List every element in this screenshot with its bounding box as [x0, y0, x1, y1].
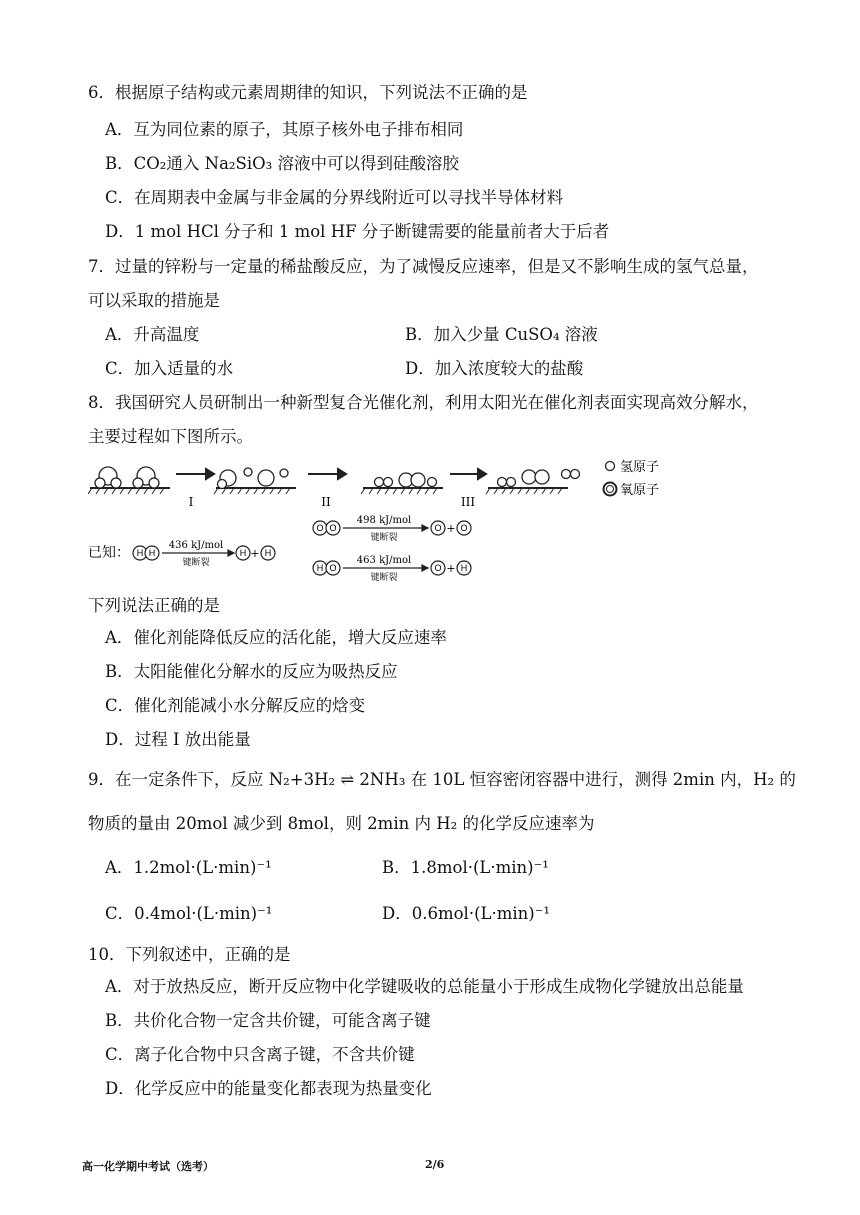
- q7-option-c: C．加入适量的水: [105, 359, 234, 378]
- svg-text:+: +: [446, 522, 456, 535]
- q8-option-d: D．过程 I 放出能量: [105, 730, 251, 749]
- svg-text:H: H: [316, 563, 324, 573]
- svg-text:O: O: [434, 523, 442, 533]
- svg-text:H: H: [136, 548, 144, 558]
- q8-question: 下列说法正确的是: [88, 596, 220, 615]
- q7-stem-line1: 7．过量的锌粉与一定量的稀盐酸反应，为了减慢反应速率，但是又不影响生成的氢气总量，: [88, 257, 759, 276]
- svg-text:O: O: [329, 563, 337, 573]
- step-1-label: I: [188, 495, 194, 509]
- svg-text:H: H: [460, 563, 468, 573]
- q9-option-a: A．1.2mol·(L·min)⁻¹: [105, 858, 272, 877]
- svg-text:O: O: [316, 523, 324, 533]
- step-2-label: II: [321, 495, 331, 509]
- hh-energy: 436 kJ/mol: [168, 540, 224, 551]
- ho-energy: 463 kJ/mol: [356, 555, 412, 566]
- q7-option-a: A．升高温度: [105, 325, 200, 344]
- hh-break-label: 键断裂: [182, 558, 210, 568]
- q6-option-b: B．CO₂通入 Na₂SiO₃ 溶液中可以得到硅酸溶胶: [105, 154, 459, 173]
- water-splitting-diagram: [88, 456, 688, 586]
- hydrogen-atom-icon: [606, 462, 615, 471]
- legend-oxygen: 氧原子: [620, 483, 660, 498]
- step-3-label: III: [460, 495, 476, 509]
- svg-text:+: +: [446, 562, 456, 575]
- q7-option-b: B．加入少量 CuSO₄ 溶液: [405, 325, 598, 344]
- q10-option-b: B．共价化合物一定含共价键，可能含离子键: [105, 1011, 431, 1030]
- q6-option-d: D．1 mol HCl 分子和 1 mol HF 分子断键需要的能量前者大于后者: [105, 222, 610, 241]
- q9-stem-line2: 物质的量由 20mol 减少到 8mol，则 2min 内 H₂ 的化学反应速率为: [88, 814, 595, 833]
- q6-stem: 6．根据原子结构或元素周期律的知识，下列说法不正确的是: [88, 83, 528, 102]
- q10-option-c: C．离子化合物中只含离子键，不含共价键: [105, 1045, 415, 1064]
- svg-text:O: O: [434, 563, 442, 573]
- svg-text:O: O: [329, 523, 337, 533]
- q8-stem-line1: 8．我国研究人员研制出一种新型复合光催化剂，利用太阳光在催化剂表面实现高效分解水，: [88, 393, 759, 412]
- svg-text:O: O: [460, 523, 468, 533]
- q10-option-a: A．对于放热反应，断开反应物中化学键吸收的总能量小于形成生成物化学键放出总能量: [105, 977, 744, 996]
- oxygen-atom-icon: [604, 483, 617, 496]
- q9-option-d: D．0.6mol·(L·min)⁻¹: [382, 904, 551, 923]
- q10-option-d: D．化学反应中的能量变化都表现为热量变化: [105, 1079, 432, 1098]
- q9-option-c: C．0.4mol·(L·min)⁻¹: [105, 904, 273, 923]
- legend-hydrogen: 氢原子: [620, 460, 660, 475]
- q9-option-b: B．1.8mol·(L·min)⁻¹: [382, 858, 549, 877]
- q6-option-c: C．在周期表中金属与非金属的分界线附近可以寻找半导体材料: [105, 188, 564, 207]
- svg-text:H: H: [148, 548, 156, 558]
- svg-text:H: H: [264, 548, 272, 558]
- oo-energy: 498 kJ/mol: [356, 515, 412, 526]
- q8-option-a: A．催化剂能降低反应的活化能，增大反应速率: [105, 628, 447, 647]
- page-number: 2/6: [425, 1158, 445, 1171]
- q8-option-b: B．太阳能催化分解水的反应为吸热反应: [105, 662, 398, 681]
- svg-text:+: +: [250, 547, 260, 560]
- q8-option-c: C．催化剂能减小水分解反应的焓变: [105, 696, 366, 715]
- q9-stem-line1: 9．在一定条件下，反应 N₂+3H₂ ⇌ 2NH₃ 在 10L 恒容密闭容器中进行，测得 2min 内，H₂ 的: [88, 770, 796, 789]
- q6-option-a: A．互为同位素的原子，其原子核外电子排布相同: [105, 120, 464, 139]
- ho-break-label: 键断裂: [370, 573, 398, 583]
- footer-exam-title: 高一化学期中考试（选考）: [82, 1160, 214, 1173]
- svg-text:H: H: [239, 548, 247, 558]
- q10-stem: 10．下列叙述中，正确的是: [88, 945, 291, 964]
- known-label: 已知：: [88, 545, 130, 561]
- q7-option-d: D．加入浓度较大的盐酸: [405, 359, 584, 378]
- q8-stem-line2: 主要过程如下图所示。: [88, 427, 253, 446]
- q7-stem-line2: 可以采取的措施是: [88, 291, 220, 310]
- oo-break-label: 键断裂: [370, 533, 398, 543]
